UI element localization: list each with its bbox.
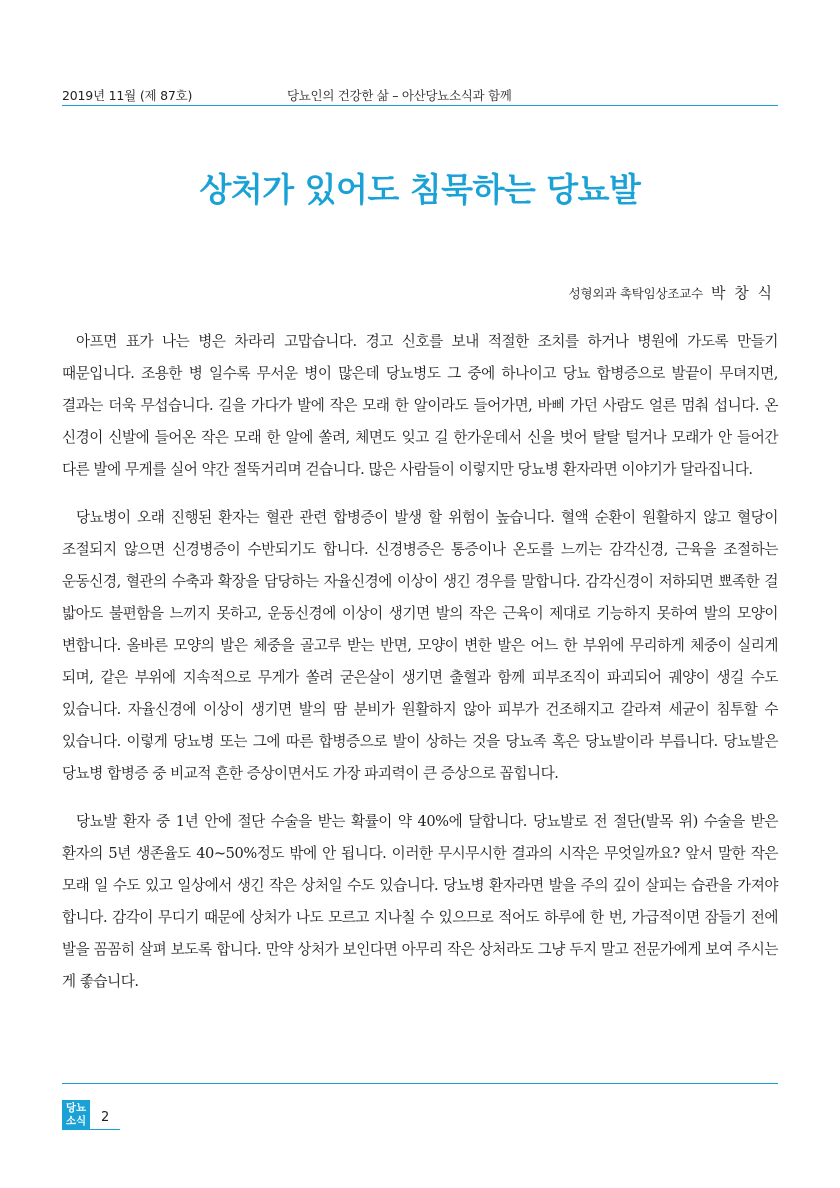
page-number: 2 xyxy=(101,1110,110,1125)
paragraph-1: 아프면 표가 나는 병은 차라리 고맙습니다. 경고 신호를 보내 적절한 조치를 하거나 병원에 가도록 만들기 때문입니다. 조용한 병 일수록 무서운 병이 많은데 당뇨병도 그 중에 하나이고 당뇨 합병증으로 발끝이 무뎌지면, 결과는 더욱 무섭습니다. 길을 가다가 발에 작은 모래 한 알이라도 들어가면, 바삐 가던 사람도 얼른 멈춰 섭니다. 온 신경이 신발에 들어온 작은 모래 한 알에 쏠려, 체면도 잊고 길 한가운데서 신을 벗어 탈탈 털거나 모래가 안 들어간 다른 발에 무게를 실어 약간 절뚝거리며 걷습니다. 많은 사람들이 이렇지만 당뇨병 환자라면 이야기가 달라집니다. xyxy=(62,333,778,478)
author-name: 박 창 식 xyxy=(710,284,774,302)
issue-label: 2019년 11월 (제 87호) xyxy=(62,88,193,103)
paragraph-3: 당뇨발 환자 중 1년 안에 절단 수술을 받는 확률이 약 40%에 달합니다. 당뇨발로 전 절단(발목 위) 수술을 받은 환자의 5년 생존율도 40~50%정도 밖에 안 됩니다. 이러한 무시무시한 결과의 시작은 무엇일까요? 앞서 말한 작은 모래 일 수도 있고 일상에서 생긴 작은 상처일 수도 있습니다. 당뇨병 환자라면 발을 주의 깊이 살피는 습관을 가져야 합니다. 감각이 무디기 때문에 상처가 나도 모르고 지나칠 수 있으므로 적어도 하루에 한 번, 가급적이면 잠들기 전에 발을 꼼꼼히 살펴 보도록 합니다. 만약 상처가 보인다면 아무리 작은 상처라도 그냥 두지 말고 전문가에게 보여 주시는 게 좋습니다. xyxy=(62,813,778,990)
paragraph-2: 당뇨병이 오래 진행된 환자는 혈관 관련 합병증이 발생 할 위험이 높습니다. 혈액 순환이 원활하지 않고 혈당이 조절되지 않으면 신경병증이 수반되기도 합니다. 신경병증은 통증이나 온도를 느끼는 감각신경, 근육을 조절하는 운동신경, 혈관의 수축과 확장을 담당하는 자율신경에 이상이 생긴 경우를 말합니다. 감각신경이 저하되면 뾰족한 걸 밟아도 불편함을 느끼지 못하고, 운동신경에 이상이 생기면 발의 작은 근육이 제대로 기능하지 못하여 발의 모양이 변합니다. 올바른 모양의 발은 체중을 골고루 받는 반면, 모양이 변한 발은 어느 한 부위에 무리하게 체중이 실리게 되며, 같은 부위에 지속적으로 무게가 쏠려 굳은살이 생기면 출혈과 함께 피부조직이 파괴되어 궤양이 생길 수도 있습니다. 자율신경에 이상이 생기면 발의 땀 분비가 원활하지 않아 피부가 건조해지고 갈라져 세균이 침투할 수 있습니다. 이렇게 당뇨병 또는 그에 따른 합병증으로 발이 상하는 것을 당뇨족 혹은 당뇨발이라 부릅니다. 당뇨발은 당뇨병 합병증 중 비교적 흔한 증상이면서도 가장 파괴력이 큰 증상으로 꼽힙니다. xyxy=(62,509,778,782)
header-divider xyxy=(62,105,778,106)
article-title: 상처가 있어도 침묵하는 당뇨발 xyxy=(199,170,641,209)
article-body xyxy=(62,326,778,1014)
author-byline xyxy=(569,282,774,303)
footer-divider xyxy=(62,1083,778,1084)
badge-underline xyxy=(90,1129,120,1130)
badge-line-2: 소식 xyxy=(65,1115,87,1127)
publication-badge xyxy=(62,1100,90,1130)
badge-line-1: 당뇨 xyxy=(65,1102,87,1114)
series-title: 당뇨인의 건강한 삶 – 아산당뇨소식과 함께 xyxy=(287,88,512,103)
author-affiliation: 성형외과 촉탁임상조교수 xyxy=(568,286,703,301)
